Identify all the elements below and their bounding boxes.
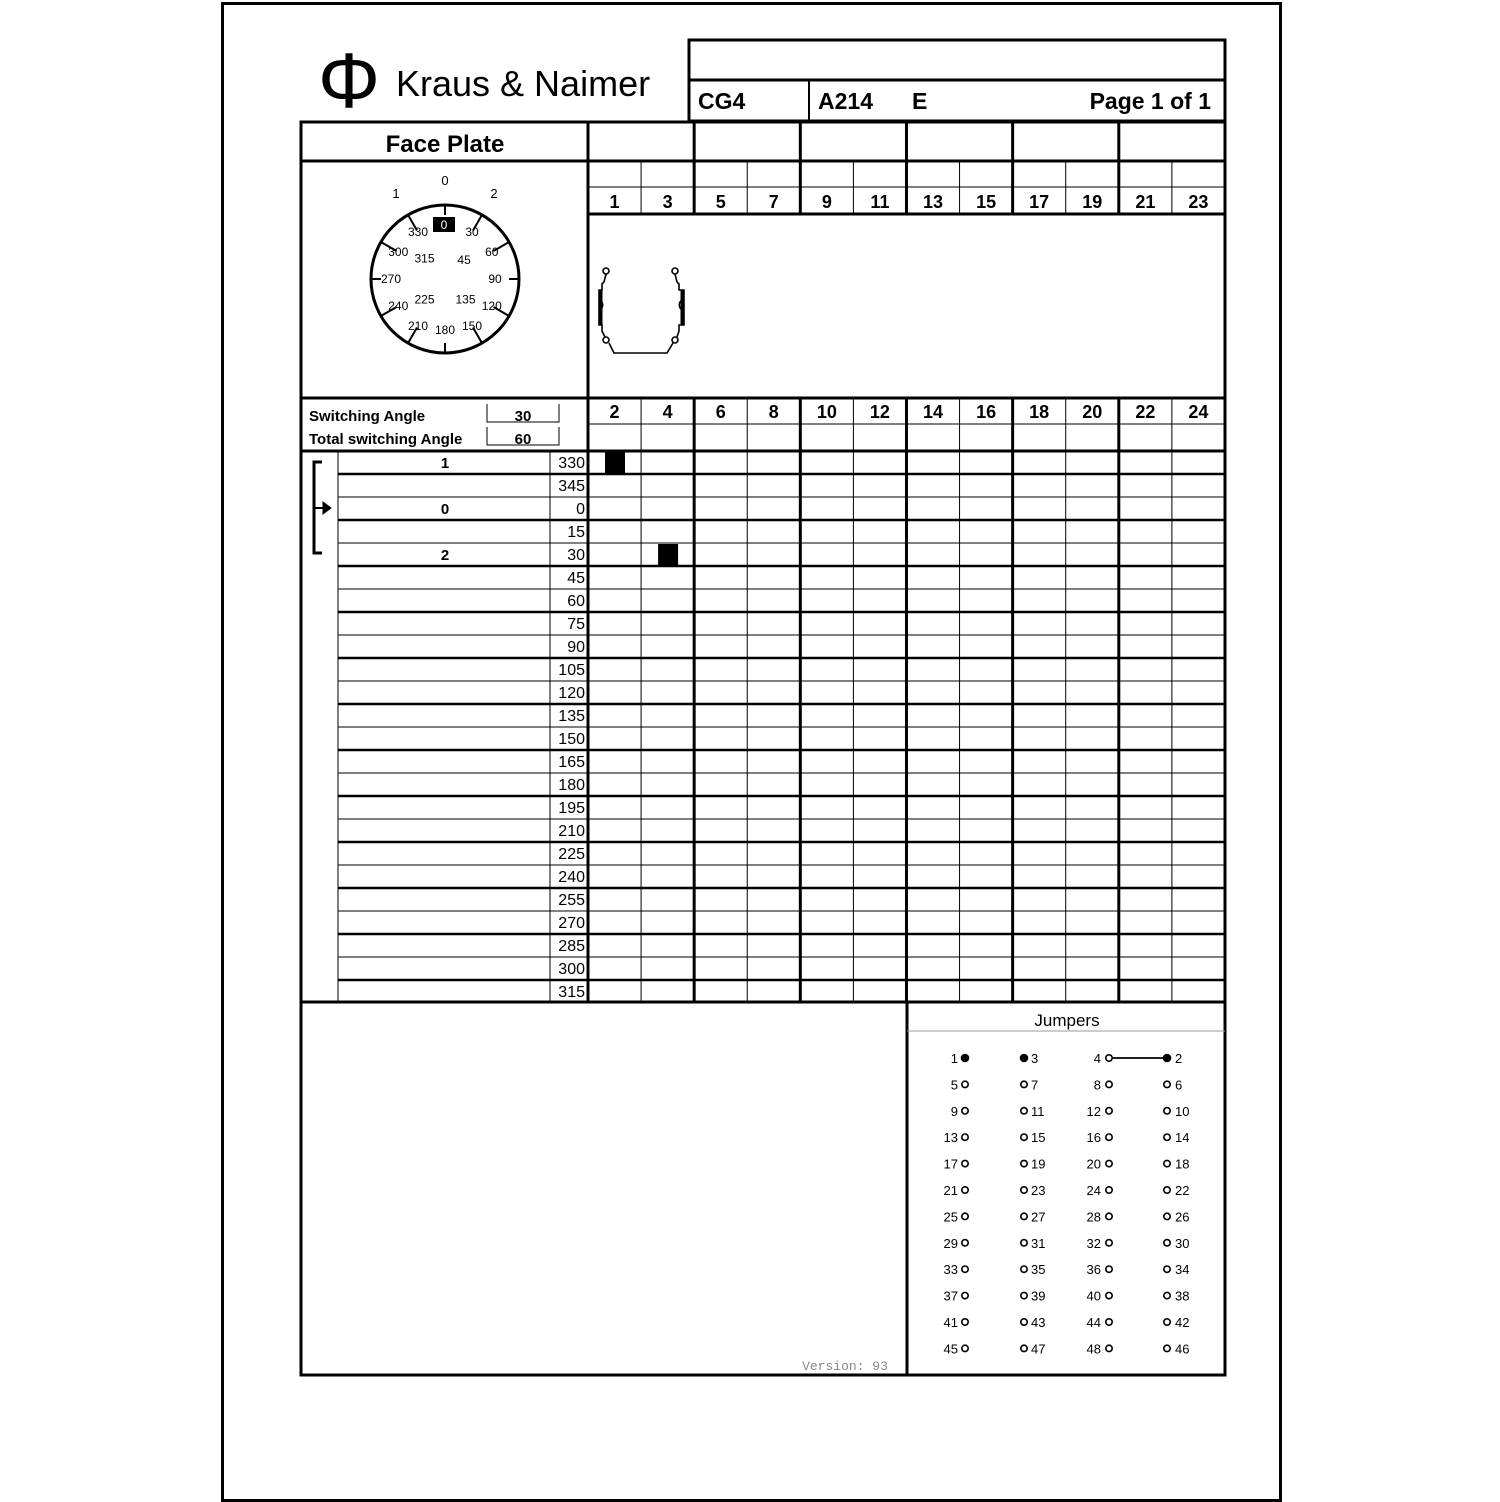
terminal-bottom-label: 22 — [1135, 402, 1156, 422]
jumper-terminal-dot — [1106, 1240, 1112, 1246]
jumper-terminal-label: 18 — [1175, 1156, 1190, 1172]
terminal-bottom-label: 18 — [1029, 402, 1050, 422]
jumper-terminal-label: 1 — [950, 1051, 958, 1066]
jumper-terminal-label: 36 — [1086, 1262, 1101, 1278]
jumper-terminal-dot — [962, 1081, 968, 1087]
jumper-terminal-label: 38 — [1175, 1288, 1190, 1304]
face-plate-title: Face Plate — [385, 131, 505, 158]
terminal-bottom-label: 2 — [609, 402, 620, 422]
dial-angle-label: 225 — [414, 292, 435, 307]
position-angle: 120 — [558, 685, 585, 702]
jumper-terminal-dot — [962, 1240, 968, 1246]
jumper-terminal-dot — [1164, 1055, 1171, 1062]
face-plate-dial — [371, 173, 519, 353]
jumper-terminal-label: 6 — [1175, 1077, 1183, 1093]
jumper-terminal-label: 31 — [1031, 1235, 1046, 1251]
position-angle: 345 — [558, 478, 585, 495]
jumper-terminal-dot — [1106, 1266, 1112, 1272]
terminal-bottom-label: 10 — [816, 402, 837, 422]
position-label: 2 — [440, 547, 450, 564]
jumper-terminal-dot — [962, 1055, 969, 1062]
jumper-terminal-label: 17 — [943, 1156, 958, 1172]
position-angle: 300 — [558, 961, 585, 978]
jumper-terminal-dot — [962, 1108, 968, 1114]
jumper-terminal-dot — [1164, 1213, 1170, 1219]
position-angle: 270 — [558, 915, 585, 932]
jumper-terminal-label: 48 — [1086, 1341, 1101, 1357]
program-code: A214 — [818, 88, 873, 114]
jumper-terminal-dot — [1021, 1345, 1027, 1351]
terminal-top-label: 19 — [1082, 192, 1103, 212]
jumper-terminal-label: 39 — [1031, 1288, 1046, 1304]
position-angle: 210 — [558, 823, 585, 840]
jumper-terminal-label: 44 — [1086, 1315, 1101, 1330]
position-angle: 255 — [558, 892, 585, 909]
jumper-terminal-dot — [1106, 1345, 1112, 1351]
jumper-terminal-label: 19 — [1031, 1156, 1046, 1172]
jumper-terminal-dot — [962, 1134, 968, 1140]
jumper-terminal-label: 28 — [1086, 1209, 1101, 1225]
position-angle: 15 — [567, 524, 585, 541]
terminal-top-label: 15 — [976, 192, 997, 212]
jumper-terminal-label: 32 — [1086, 1235, 1101, 1251]
terminal-top-label: 3 — [662, 192, 673, 212]
series-code: CG4 — [698, 88, 746, 114]
brand-name: Kraus & Naimer — [396, 63, 651, 104]
jumper-terminal-dot — [1164, 1187, 1170, 1193]
dial-angle-label: 120 — [481, 299, 502, 313]
jumper-terminal-label: 12 — [1086, 1103, 1101, 1119]
dial-angle-label: 60 — [485, 245, 499, 259]
jumper-terminal-label: 43 — [1031, 1315, 1046, 1330]
jumper-terminal-dot — [1021, 1134, 1027, 1140]
jumper-terminal-dot — [1021, 1108, 1027, 1114]
terminal-top-label: 23 — [1188, 192, 1209, 212]
jumper-terminal-dot — [1106, 1292, 1112, 1298]
jumper-terminal-label: 25 — [943, 1209, 958, 1225]
jumper-terminal-label: 15 — [1031, 1130, 1046, 1146]
terminal-bottom-label: 20 — [1082, 402, 1103, 422]
jumper-terminal-label: 5 — [950, 1077, 958, 1093]
jumper-terminal-dot — [1106, 1160, 1112, 1166]
jumper-terminal-label: 27 — [1031, 1209, 1046, 1225]
jumper-terminal-label: 24 — [1086, 1183, 1101, 1198]
switching-angle-box — [309, 404, 559, 448]
jumper-terminal-label: 21 — [943, 1183, 958, 1198]
terminal-top-label: 17 — [1029, 192, 1050, 212]
dial-angle-label: 330 — [407, 225, 429, 240]
jumper-terminal-dot — [1106, 1134, 1112, 1140]
position-angle: 90 — [567, 639, 585, 656]
position-angle: 285 — [558, 938, 585, 955]
terminal-bottom-label: 6 — [715, 402, 726, 422]
position-angle: 225 — [558, 846, 585, 863]
total-switching-angle-value: 60 — [514, 431, 532, 448]
terminal-top-label: 11 — [870, 192, 890, 212]
jumper-terminal-dot — [1021, 1160, 1027, 1166]
jumper-terminal-dot — [1021, 1240, 1027, 1246]
jumper-terminal-dot — [1106, 1108, 1112, 1114]
jumper-terminal-label: 4 — [1093, 1051, 1101, 1066]
terminal-bottom-label: 8 — [768, 402, 779, 422]
terminal-bottom-label: 24 — [1188, 402, 1209, 422]
jumper-terminal-dot — [962, 1187, 968, 1193]
variant-code: E — [912, 88, 928, 114]
terminal-bottom-label: 4 — [662, 402, 673, 422]
jumper-terminal-dot — [962, 1345, 968, 1351]
jumper-terminal-dot — [1164, 1240, 1170, 1246]
position-angle: 0 — [576, 501, 585, 518]
jumper-terminal-dot — [1021, 1187, 1027, 1193]
position-label: 0 — [440, 501, 450, 518]
jumper-terminal-dot — [1164, 1134, 1170, 1140]
jumper-terminal-label: 8 — [1093, 1077, 1101, 1093]
closed-contact-mark — [658, 544, 678, 565]
brand-logo — [318, 36, 650, 124]
stop-bracket — [314, 462, 331, 553]
position-angle: 330 — [558, 455, 585, 472]
contact-symbol — [599, 268, 684, 353]
dial-angle-label: 315 — [414, 251, 435, 266]
terminal-top-label: 9 — [821, 192, 832, 212]
jumper-terminal-dot — [1106, 1319, 1112, 1325]
jumper-terminal-dot — [1164, 1081, 1170, 1087]
position-angle: 135 — [558, 708, 585, 725]
jumpers-table — [944, 1051, 1190, 1356]
jumper-terminal-dot — [1021, 1319, 1027, 1325]
jumper-terminal-label: 16 — [1086, 1130, 1101, 1146]
jumper-terminal-dot — [1021, 1213, 1027, 1219]
dial-current-position-label: 0 — [440, 218, 448, 232]
jumpers-title: Jumpers — [1034, 1011, 1100, 1030]
position-label: 1 — [440, 455, 450, 472]
position-angle: 30 — [567, 547, 585, 564]
jumper-terminal-label: 42 — [1175, 1315, 1190, 1330]
jumper-terminal-dot — [1021, 1081, 1027, 1087]
jumper-terminal-label: 47 — [1031, 1341, 1046, 1357]
jumper-terminal-dot — [1021, 1292, 1027, 1298]
position-angle: 150 — [558, 731, 585, 748]
version-label: Version: 93 — [802, 1359, 888, 1374]
position-angle: 105 — [558, 662, 585, 679]
dial-angle-label: 135 — [455, 292, 476, 307]
position-angle: 195 — [558, 800, 585, 817]
jumper-terminal-dot — [1106, 1055, 1112, 1061]
terminal-bottom-label: 12 — [869, 402, 890, 422]
switch-position-label: 1 — [392, 186, 400, 202]
dial-angle-label: 210 — [407, 318, 429, 333]
jumper-terminal-label: 45 — [943, 1341, 958, 1357]
dial-angle-label: 300 — [388, 245, 409, 259]
jumper-terminal-dot — [962, 1319, 968, 1325]
jumper-terminal-label: 13 — [943, 1130, 958, 1146]
jumper-terminal-label: 20 — [1086, 1156, 1101, 1172]
arrow-right-icon — [323, 502, 331, 514]
closed-contact-mark — [605, 452, 625, 473]
position-angle: 165 — [558, 754, 585, 771]
jumper-terminal-dot — [1106, 1081, 1112, 1087]
jumper-terminal-label: 41 — [943, 1315, 958, 1330]
jumper-terminal-label: 3 — [1031, 1051, 1039, 1066]
page-number: Page 1 of 1 — [1089, 88, 1211, 114]
jumper-terminal-dot — [1164, 1292, 1170, 1298]
jumper-terminal-dot — [1164, 1160, 1170, 1166]
terminal-bottom-label: 14 — [923, 402, 944, 422]
dial-angle-label: 30 — [465, 225, 479, 240]
jumper-terminal-label: 34 — [1175, 1262, 1190, 1278]
jumper-terminal-dot — [1164, 1345, 1170, 1351]
contact-grid — [338, 122, 1225, 1002]
total-switching-angle-label: Total switching Angle — [309, 431, 463, 448]
jumper-terminal-dot — [1106, 1187, 1112, 1193]
dial-angle-label: 240 — [388, 299, 409, 313]
jumper-terminal-label: 26 — [1175, 1209, 1190, 1225]
position-angle: 45 — [567, 570, 585, 587]
jumper-terminal-dot — [1106, 1213, 1112, 1219]
jumper-terminal-dot — [1164, 1266, 1170, 1272]
jumper-terminal-label: 37 — [943, 1288, 958, 1304]
jumper-terminal-label: 46 — [1175, 1341, 1190, 1357]
jumper-terminal-label: 7 — [1031, 1077, 1039, 1093]
jumper-terminal-label: 35 — [1031, 1262, 1046, 1278]
switch-position-label: 2 — [490, 186, 498, 202]
switching-angle-value: 30 — [514, 408, 532, 425]
jumper-terminal-dot — [1021, 1055, 1028, 1062]
position-angle: 180 — [558, 777, 585, 794]
terminal-bottom-label: 16 — [976, 402, 997, 422]
terminal-top-label: 1 — [609, 192, 620, 212]
jumper-terminal-label: 33 — [943, 1262, 958, 1278]
position-angle: 60 — [567, 593, 585, 610]
dial-angle-label: 270 — [380, 272, 402, 286]
dial-angle-label: 45 — [457, 252, 471, 267]
jumper-terminal-dot — [1164, 1108, 1170, 1114]
jumper-terminal-label: 11 — [1031, 1103, 1045, 1119]
jumper-terminal-label: 29 — [943, 1235, 958, 1251]
terminal-top-label: 7 — [768, 192, 779, 212]
position-angle: 75 — [567, 616, 585, 633]
jumper-terminal-dot — [962, 1266, 968, 1272]
jumper-terminal-label: 9 — [950, 1103, 958, 1119]
terminal-top-label: 21 — [1135, 192, 1156, 212]
jumper-terminal-dot — [962, 1160, 968, 1166]
jumper-terminal-dot — [1164, 1319, 1170, 1325]
jumper-terminal-label: 30 — [1175, 1235, 1190, 1251]
dial-angle-label: 150 — [461, 318, 483, 333]
jumper-terminal-label: 40 — [1086, 1288, 1101, 1304]
terminal-top-label: 5 — [715, 192, 726, 212]
jumper-terminal-label: 23 — [1031, 1183, 1046, 1198]
jumper-terminal-dot — [962, 1292, 968, 1298]
switch-position-label: 0 — [441, 173, 449, 188]
jumper-terminal-label: 2 — [1175, 1051, 1183, 1066]
dial-angle-label: 180 — [434, 323, 456, 337]
jumper-terminal-dot — [962, 1213, 968, 1219]
jumper-terminal-label: 10 — [1175, 1103, 1190, 1119]
position-table — [441, 455, 585, 1001]
terminal-top-label: 13 — [923, 192, 944, 212]
jumper-terminal-label: 14 — [1175, 1130, 1190, 1146]
jumper-terminal-dot — [1021, 1266, 1027, 1272]
position-angle: 315 — [558, 984, 585, 1001]
brand-phi-symbol: Φ — [317, 36, 381, 124]
switching-angle-label: Switching Angle — [309, 408, 426, 425]
dial-angle-label: 90 — [488, 272, 502, 286]
position-angle: 240 — [558, 869, 585, 886]
jumper-terminal-label: 22 — [1175, 1183, 1190, 1198]
